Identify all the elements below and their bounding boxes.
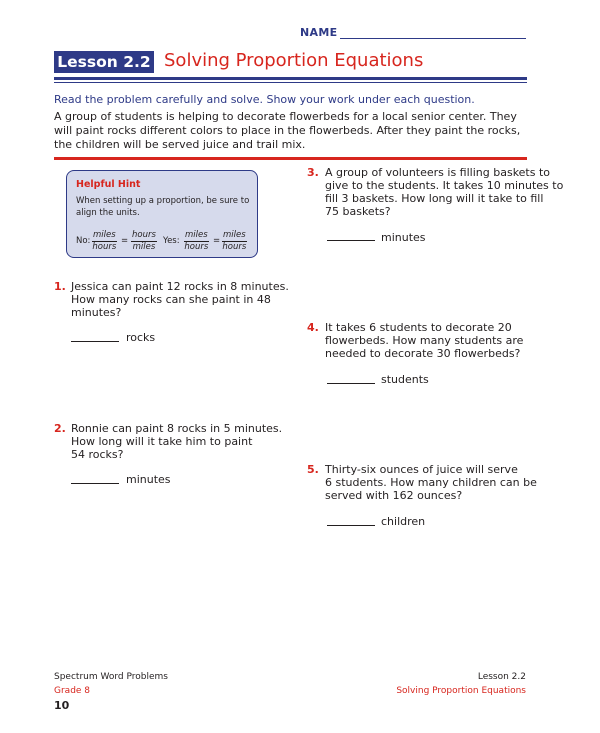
answer-blank[interactable]	[327, 383, 375, 384]
problem-text	[71, 422, 282, 461]
problem-number: 2.	[54, 422, 66, 435]
section-divider	[54, 157, 527, 160]
problem-line: 6 students. How many children can be	[325, 476, 537, 489]
problem-text	[325, 166, 563, 218]
problem-line: minutes?	[71, 306, 122, 319]
problem-number: 3.	[307, 166, 319, 179]
hint-yes-label: Yes:	[163, 236, 180, 246]
problem-line: It takes 6 students to decorate 20	[325, 321, 512, 334]
answer-unit: minutes	[381, 231, 426, 244]
hint-yes-left-fraction	[184, 230, 209, 253]
problem-line: 75 baskets?	[325, 205, 391, 218]
answer-unit: rocks	[126, 331, 156, 344]
lesson-badge: Lesson 2.2	[54, 51, 154, 73]
fraction-denominator: hours	[92, 242, 117, 252]
hint-yes-right-fraction	[222, 230, 247, 253]
header-rule	[54, 77, 527, 80]
hint-no-left-fraction	[92, 230, 117, 253]
answer-blank[interactable]	[327, 525, 375, 526]
answer-unit: minutes	[126, 473, 171, 486]
hint-equals: =	[213, 236, 221, 246]
problem-number: 4.	[307, 321, 319, 334]
answer-blank[interactable]	[71, 341, 119, 342]
instructions: Read the problem carefully and solve. Show your work under each question.	[54, 93, 475, 106]
fraction-denominator: hours	[184, 242, 209, 252]
lesson-title: Solving Proportion Equations	[164, 50, 424, 71]
story-text: A group of students is helping to decorate flowerbeds for a local senior center. They will paint rocks different colors to place in the flowerbeds. After they paint the rocks, the children will be served juice and trail mix.	[54, 110, 521, 151]
problem-line: fill 3 baskets. How long will it take to fill	[325, 192, 544, 205]
problem-line: needed to decorate 30 flowerbeds?	[325, 347, 521, 360]
fraction-numerator: hours	[132, 230, 156, 240]
answer-blank[interactable]	[327, 240, 375, 241]
answer-unit: students	[381, 373, 429, 386]
hint-title: Helpful Hint	[76, 179, 141, 190]
header-rule-thin	[54, 82, 527, 83]
answer-unit: children	[381, 515, 426, 528]
hint-no-label: No:	[76, 236, 91, 246]
problem-line: Ronnie can paint 8 rocks in 5 minutes.	[71, 422, 283, 435]
problem-number: 5.	[307, 463, 319, 476]
problem-line: served with 162 ounces?	[325, 489, 463, 502]
name-line[interactable]	[340, 38, 526, 39]
hint-equals: =	[121, 236, 129, 246]
problem-line: flowerbeds. How many students are	[325, 334, 524, 347]
fraction-denominator: hours	[222, 242, 247, 252]
footer-book-title: Spectrum Word Problems	[54, 672, 168, 682]
footer-lesson: Lesson 2.2	[477, 672, 526, 682]
answer-blank[interactable]	[71, 483, 119, 484]
name-label: NAME	[300, 26, 338, 39]
problem-line: give to the students. It takes 10 minutes to	[325, 179, 564, 192]
problem-text	[325, 463, 537, 502]
page-number: 10	[54, 699, 70, 712]
fraction-numerator: miles	[223, 230, 246, 240]
footer-grade: Grade 8	[54, 686, 91, 696]
hint-text: When setting up a proportion, be sure to align the units.	[76, 196, 250, 218]
problem-text	[325, 321, 523, 360]
problem-text	[71, 280, 289, 319]
fraction-numerator: miles	[93, 230, 116, 240]
problem-line: A group of volunteers is filling baskets to	[325, 166, 551, 179]
fraction-numerator: miles	[185, 230, 208, 240]
fraction-denominator: miles	[132, 242, 156, 252]
hint-no-right-fraction	[131, 230, 157, 253]
problem-number: 1.	[54, 280, 66, 293]
problem-line: How many rocks can she paint in 48	[71, 293, 271, 306]
problem-line: Jessica can paint 12 rocks in 8 minutes.	[71, 280, 289, 293]
problem-line: How long will it take him to paint	[71, 435, 253, 448]
problem-line: Thirty-six ounces of juice will serve	[325, 463, 518, 476]
footer-lesson-title: Solving Proportion Equations	[396, 686, 526, 696]
problem-line: 54 rocks?	[71, 448, 124, 461]
